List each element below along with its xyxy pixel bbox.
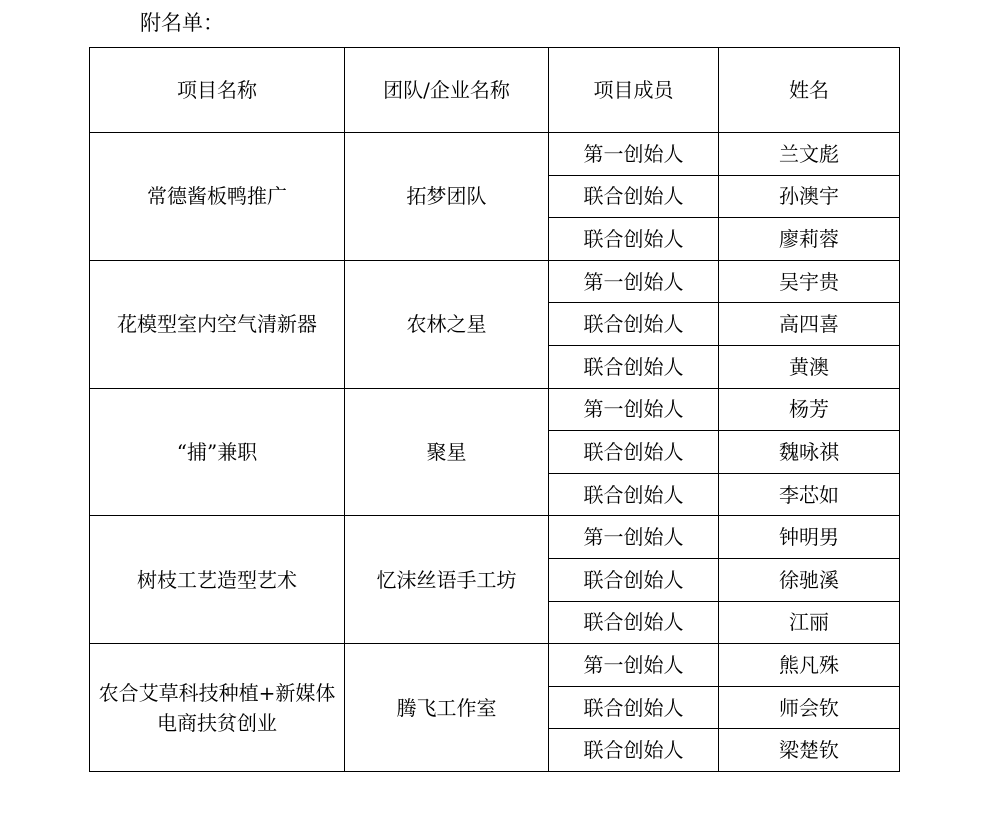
member-name-cell: 徐驰溪 [719,558,900,601]
member-name-cell: 黄澳 [719,345,900,388]
member-name-cell: 李芯如 [719,473,900,516]
table-row [90,644,900,687]
member-role-cell: 联合创始人 [549,729,719,772]
member-name-cell: 梁楚钦 [719,729,900,772]
member-name-cell: 孙澳宇 [719,175,900,218]
team-name-cell: 拓梦团队 [345,133,549,261]
member-role-cell: 联合创始人 [549,473,719,516]
team-name-cell: 忆沫丝语手工坊 [345,516,549,644]
table-body [90,48,900,772]
member-role-cell: 第一创始人 [549,133,719,176]
member-role-cell: 联合创始人 [549,558,719,601]
team-name-cell: 腾飞工作室 [345,644,549,772]
member-name-cell: 魏咏祺 [719,431,900,474]
member-role-cell: 第一创始人 [549,388,719,431]
member-name-cell: 高四喜 [719,303,900,346]
member-name-cell: 熊凡殊 [719,644,900,687]
member-role-cell: 联合创始人 [549,303,719,346]
header-team-name: 团队/企业名称 [345,48,549,133]
member-role-cell: 联合创始人 [549,218,719,261]
member-role-cell: 第一创始人 [549,516,719,559]
attachment-heading: 附名单： [140,11,224,35]
team-name-cell: 聚星 [345,388,549,516]
member-name-cell: 兰文彪 [719,133,900,176]
header-person-name: 姓名 [719,48,900,133]
member-role-cell: 联合创始人 [549,175,719,218]
project-name-cell [90,260,345,388]
member-name-cell: 师会钦 [719,686,900,729]
member-name-cell: 江丽 [719,601,900,644]
project-name: 农合艾草科技种植+新媒体电商扶贫创业 [98,680,336,735]
table-row [90,388,900,431]
team-roster-table [89,47,900,772]
table-row [90,516,900,559]
team-name-cell: 农林之星 [345,260,549,388]
member-role-cell: 第一创始人 [549,260,719,303]
member-role-cell: 联合创始人 [549,686,719,729]
member-role-cell: 第一创始人 [549,644,719,687]
member-name-cell: 廖莉蓉 [719,218,900,261]
member-role-cell: 联合创始人 [549,345,719,388]
header-project-name: 项目名称 [90,48,345,133]
project-name-cell [90,133,345,261]
project-name-cell [90,644,345,772]
member-name-cell: 钟明男 [719,516,900,559]
member-name-cell: 杨芳 [719,388,900,431]
project-name-cell [90,516,345,644]
project-name: “捕”兼职 [176,439,258,464]
member-role-cell: 联合创始人 [549,601,719,644]
project-name-cell [90,388,345,516]
table-row [90,133,900,176]
table-row [90,260,900,303]
project-name: 常德酱板鸭推广 [147,184,287,209]
member-role-cell: 联合创始人 [549,431,719,474]
project-name: 花模型室内空气清新器 [117,312,317,337]
member-name-cell: 吴宇贵 [719,260,900,303]
header-row [90,48,900,133]
project-name: 树枝工艺造型艺术 [137,567,297,592]
header-member-role: 项目成员 [549,48,719,133]
